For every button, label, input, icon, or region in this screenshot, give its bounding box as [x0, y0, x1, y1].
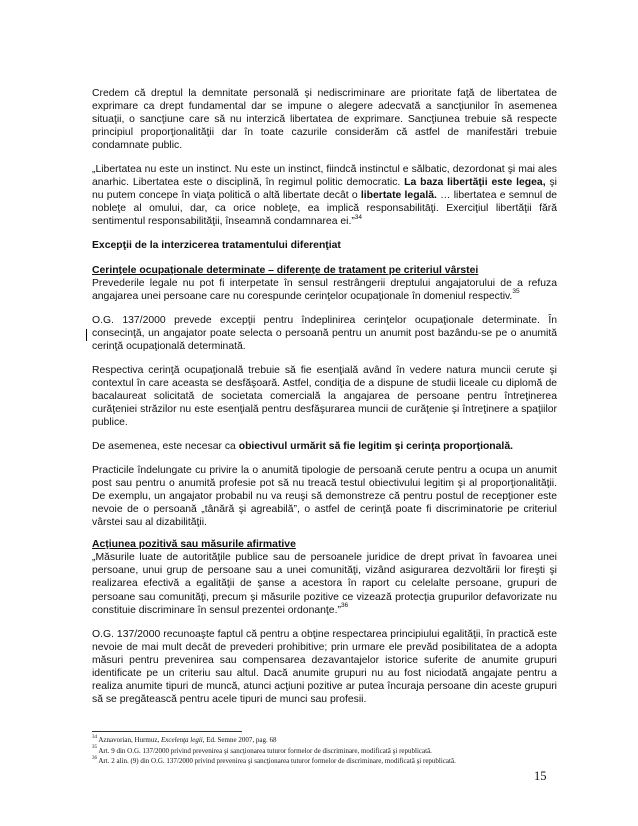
footnote-number: 34 [92, 734, 97, 740]
footnote-text: Aznavorian, Hurmuz, [97, 736, 161, 744]
footnote-text: Art. 2 alin. (9) din O.G. 137/2000 privind prevenirea şi sancţionarea tuturor formelor de discriminare, modificată şi republicată. [97, 757, 456, 765]
footnotes [92, 735, 562, 767]
body-text [92, 87, 557, 706]
quote-text-e: … libertatea e semnul de nobleţe al omului, dar, ca orice nobleţe, ea implică responsabilitāţi. Exerciţiul libertăţii fără sentimentul responsabilităţii, înseamnă condamnarea ei.” [92, 190, 557, 228]
paragraph-og-equality: O.G. 137/2000 recunoaşte faptul că pentru a obţine respectarea principiului egalităţii, în practică este nevoie de mai mult decât de prevederi prohibitive; prin urmare ele prevăd posibilitatea de a adopta măsuri pentru prevenirea sau compensarea dezavantajelor istorice suferite de anumite grupuri identificate pe un criteriu sau altul. Dacă anumite grupuri nu au fost niciodată angajate pentru a realiza anumite tipuri de muncă, atunci acţiuni pozitive ar putea încuraja persoane din aceste grupuri să se pregătească pentru acele tipuri de munci sau profesii. [92, 628, 557, 705]
paragraph-essential-requirement: Respectiva cerinţă ocupaţională trebuie să fie esenţială având în vedere natura muncii cerute şi contextul în care aceasta se desfăşoară. Astfel, condiţia de a dispune de studii liceale cu diplomă de bacalaureat solicitată de societata comercială la angajarea de persoane pentru întreţinerea curăţeniei străzilor nu este esenţială pentru desfăşurarea muncii de curăţenie şi întreţinere a spaţiilor publice. [92, 364, 557, 428]
paragraph-legitimate-objective [92, 440, 557, 453]
footnote-36 [92, 756, 562, 767]
paragraph-legal-provisions [92, 277, 557, 303]
footnote-ref: 36 [340, 602, 349, 610]
paragraph-dignity: Credem că dreptul la demnitate personală şi nediscriminare are prioritate faţă de libertatea de exprimare ca drept fundamental dar se impune o alegere adecvată a sancţiunilor în asemenea situaţii, o sancţiune care să nu interzică libertatea de exprimare. Sancţiunea trebuie să respecte principiul proporţionalităţii dar în toate cazurile considerăm că astfel de manifestări trebuie condamnate public. [92, 88, 557, 152]
page-number: 15 [534, 769, 547, 783]
section-heading-exceptions: Excepţii de la interzicerea tratamentului diferenţiat [92, 240, 341, 252]
footnote-ref: 35 [512, 288, 520, 296]
quote-bold-law: La baza libertăţii este legea, [404, 177, 546, 189]
measures-quote-text: „Măsurile luate de autorităţile publice sau de persoanele juridice de drept privat în favoarea unei persoane, unui grup de persoane sau a unei comunităţi, vizând asigurarea dezvoltării lor fireşti şi realizarea efectivă a egalităţii de şanse a acestora în raport cu celelalte persoane, grupuri de persoane sau comunităţi, precum şi măsurile pozitive ce vizează protecţia grupurilor defavorizate nu constituie discriminare în sensul prezentei ordonanţe.” [92, 552, 557, 616]
subheading-positive-action: Acţiunea pozitivă sau măsurile afirmative [92, 539, 296, 551]
footnote-number: 36 [92, 755, 97, 761]
legitimate-bold: obiectivul urmărit să fie legitim şi cerinţa proporţională. [238, 441, 513, 453]
footnote-34 [92, 735, 562, 746]
footnote-number: 35 [92, 745, 97, 751]
quote-bold-legal-liberty: libertate legală. [360, 190, 437, 202]
subheading-occupational: Cerinţele ocupaţionale determinate – diferenţe de tratament pe criteriul vârstei [92, 264, 479, 276]
change-bar [86, 329, 87, 341]
paragraph-practices: Practicile îndelungate cu privire la o anumită tipologie de persoană cerute pentru a ocupa un anumit post sau pentru o anumită profesie pot să nu treacă testul obiectivului legitim şi al proporţionalităţii. De exemplu, un angajator probabil nu va reuşi să demonstreze că pentru postul de recepţioner este nevoie de o persoană „tânără şi agreabilă”, o astfel de cerinţă poate fi discriminatorie pe criteriul vârstei sau al dizabilităţii. [92, 465, 557, 529]
footnote-text: Art. 9 din O.G. 137/2000 privind prevenirea şi sancţionarea tuturor formelor de discriminare, modificată şi republicată. [97, 746, 432, 755]
footnote-separator [92, 731, 242, 732]
footnote-text-end: Ed. Semne 2007, pag. 68 [204, 736, 277, 744]
footnote-italic: Excelenţa legii, [160, 736, 205, 744]
paragraph-og-exceptions: O.G. 137/2000 prevede excepţii pentru îndeplinirea cerinţelor ocupaţionale determinate. În consecinţă, un angajator poate selecta o persoană pentru un anumit post bazându-se pe o anumită cerinţă ocupaţională determinată. [92, 314, 557, 352]
footnote-ref: 34 [354, 213, 363, 221]
quote-text-c: şi nu putem concepe în viaţa politică o altă libertate decât o [92, 177, 557, 202]
quote-text-a: „Libertatea nu este un instinct. Nu este un instinct, fiindcă instinctul e sălbatic, dezordonat şi mai ales anarhic. Libertatea este o disciplină, în regimul politic democratic. [92, 164, 557, 189]
legitimate-text: De asemenea, este necesar ca [92, 441, 239, 453]
footnote-35 [92, 746, 562, 757]
paragraph-legal-provisions-text: Prevederile legale nu pot fi interpetate în sensul restrângerii dreptului angajatorului de a refuza angajarea unei persoane care nu corespunde cerinţelor ocupaţionale în domeniul respectiv. [92, 277, 557, 302]
paragraph-measures-quote [92, 551, 557, 616]
paragraph-liberty-quote [92, 163, 557, 228]
